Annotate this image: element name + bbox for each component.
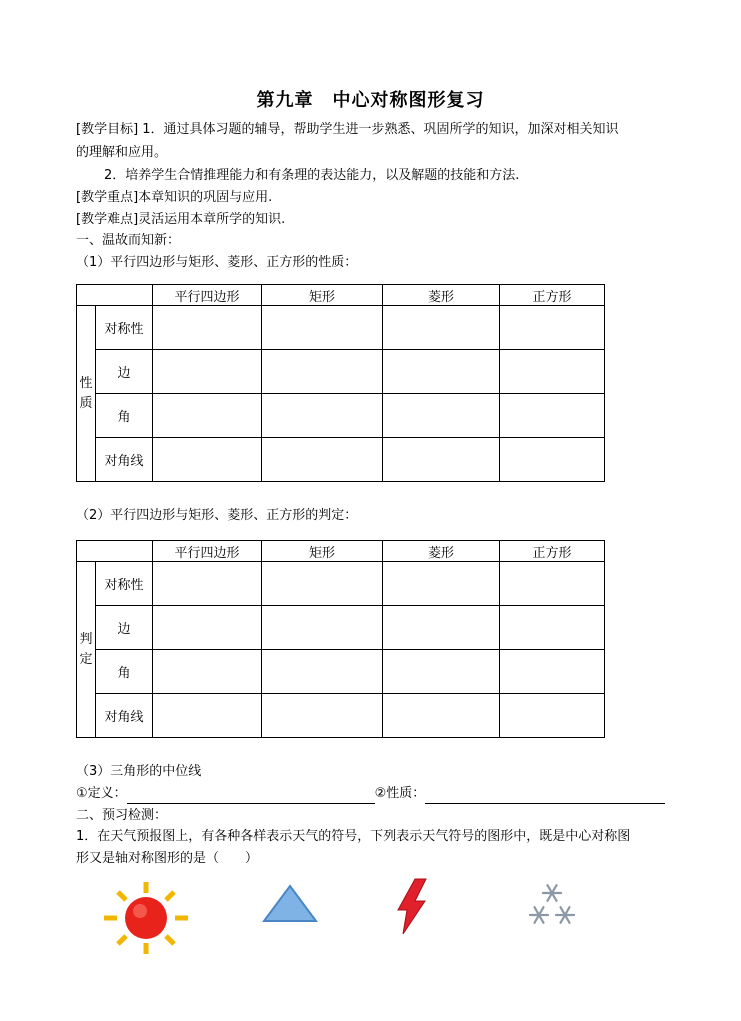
row-label-angles: 角 bbox=[96, 650, 153, 694]
question-1: （1）平行四边形与矩形、菱形、正方形的性质： bbox=[76, 255, 358, 270]
blank-cell[interactable] bbox=[383, 438, 500, 482]
definition-row bbox=[76, 784, 665, 804]
row-label-angles: 角 bbox=[96, 394, 153, 438]
page-title: 第九章 中心对称图形复习 bbox=[256, 90, 485, 111]
lightning-icon[interactable] bbox=[395, 878, 429, 936]
blank-cell[interactable] bbox=[383, 650, 500, 694]
section-1-heading: 一、温故而知新： bbox=[76, 233, 181, 248]
blank-cell[interactable] bbox=[262, 694, 383, 738]
blank-cell[interactable] bbox=[500, 306, 605, 350]
header-parallelogram: 平行四边形 bbox=[153, 541, 262, 562]
blank-cell[interactable] bbox=[500, 650, 605, 694]
question-2: （2）平行四边形与矩形、菱形、正方形的判定： bbox=[76, 508, 358, 523]
blank-cell[interactable] bbox=[262, 562, 383, 606]
triangle-icon[interactable] bbox=[262, 884, 318, 924]
blank-cell[interactable] bbox=[383, 562, 500, 606]
blank-cell[interactable] bbox=[262, 350, 383, 394]
header-rectangle: 矩形 bbox=[262, 285, 383, 306]
properties-table bbox=[76, 284, 605, 482]
header-rectangle: 矩形 bbox=[262, 541, 383, 562]
blank-cell[interactable] bbox=[500, 350, 605, 394]
row-label-diagonals: 对角线 bbox=[96, 694, 153, 738]
blank-cell[interactable] bbox=[153, 562, 262, 606]
blank-cell[interactable] bbox=[500, 438, 605, 482]
key-points: [教学重点]本章知识的巩固与应用. bbox=[76, 190, 273, 205]
criteria-table bbox=[76, 540, 605, 738]
section-2-heading: 二、预习检测： bbox=[76, 808, 168, 823]
blank-cell[interactable] bbox=[500, 562, 605, 606]
blank-cell[interactable] bbox=[383, 394, 500, 438]
blank-cell[interactable] bbox=[262, 306, 383, 350]
group-char: 质 bbox=[79, 395, 93, 411]
group-label-criteria bbox=[77, 562, 96, 738]
blank-cell[interactable] bbox=[500, 606, 605, 650]
definition-blank[interactable] bbox=[127, 789, 375, 804]
header-parallelogram: 平行四边形 bbox=[153, 285, 262, 306]
blank-cell[interactable] bbox=[262, 606, 383, 650]
blank-cell[interactable] bbox=[153, 350, 262, 394]
blank-cell[interactable] bbox=[500, 394, 605, 438]
objectives-line-1b: 的理解和应用。 bbox=[76, 145, 168, 160]
group-char: 定 bbox=[79, 651, 93, 667]
blank-cell[interactable] bbox=[153, 306, 262, 350]
blank-cell[interactable] bbox=[153, 394, 262, 438]
objectives-line-2: 2．培养学生合情推理能力和有条理的表达能力，以及解题的技能和方法. bbox=[104, 168, 520, 183]
objectives-line-1: [教学目标] 1．通过具体习题的辅导，帮助学生进一步熟悉、巩固所学的知识，加深对相关知识 bbox=[76, 122, 619, 137]
corner-cell bbox=[77, 541, 153, 562]
header-rhombus: 菱形 bbox=[383, 541, 500, 562]
row-label-diagonals: 对角线 bbox=[96, 438, 153, 482]
sun-icon[interactable] bbox=[102, 880, 190, 956]
blank-cell[interactable] bbox=[153, 606, 262, 650]
property-label: ②性质： bbox=[374, 786, 426, 801]
blank-cell[interactable] bbox=[153, 694, 262, 738]
difficulties: [教学难点]灵活运用本章所学的知识. bbox=[76, 212, 286, 227]
header-square: 正方形 bbox=[500, 541, 605, 562]
blank-cell[interactable] bbox=[262, 650, 383, 694]
blank-cell[interactable] bbox=[153, 650, 262, 694]
exercise-1-line-2: 形又是轴对称图形的是（ ） bbox=[76, 851, 259, 866]
row-label-symmetry: 对称性 bbox=[96, 562, 153, 606]
corner-cell bbox=[77, 285, 153, 306]
definition-label: ①定义： bbox=[76, 786, 127, 801]
blank-cell[interactable] bbox=[153, 438, 262, 482]
blank-cell[interactable] bbox=[383, 306, 500, 350]
header-square: 正方形 bbox=[500, 285, 605, 306]
snowflakes-icon[interactable] bbox=[526, 880, 578, 936]
group-char: 性 bbox=[79, 375, 93, 391]
property-blank[interactable] bbox=[425, 789, 665, 804]
row-label-symmetry: 对称性 bbox=[96, 306, 153, 350]
blank-cell[interactable] bbox=[262, 394, 383, 438]
row-label-sides: 边 bbox=[96, 606, 153, 650]
blank-cell[interactable] bbox=[500, 694, 605, 738]
question-3: （3）三角形的中位线 bbox=[76, 764, 202, 779]
exercise-1-line-1: 1．在天气预报图上，有各种各样表示天气的符号，下列表示天气符号的图形中，既是中心对称图 bbox=[76, 829, 631, 844]
blank-cell[interactable] bbox=[262, 438, 383, 482]
blank-cell[interactable] bbox=[383, 694, 500, 738]
group-char: 判 bbox=[79, 631, 93, 647]
group-label-properties bbox=[77, 306, 96, 482]
blank-cell[interactable] bbox=[383, 606, 500, 650]
header-rhombus: 菱形 bbox=[383, 285, 500, 306]
blank-cell[interactable] bbox=[383, 350, 500, 394]
row-label-sides: 边 bbox=[96, 350, 153, 394]
